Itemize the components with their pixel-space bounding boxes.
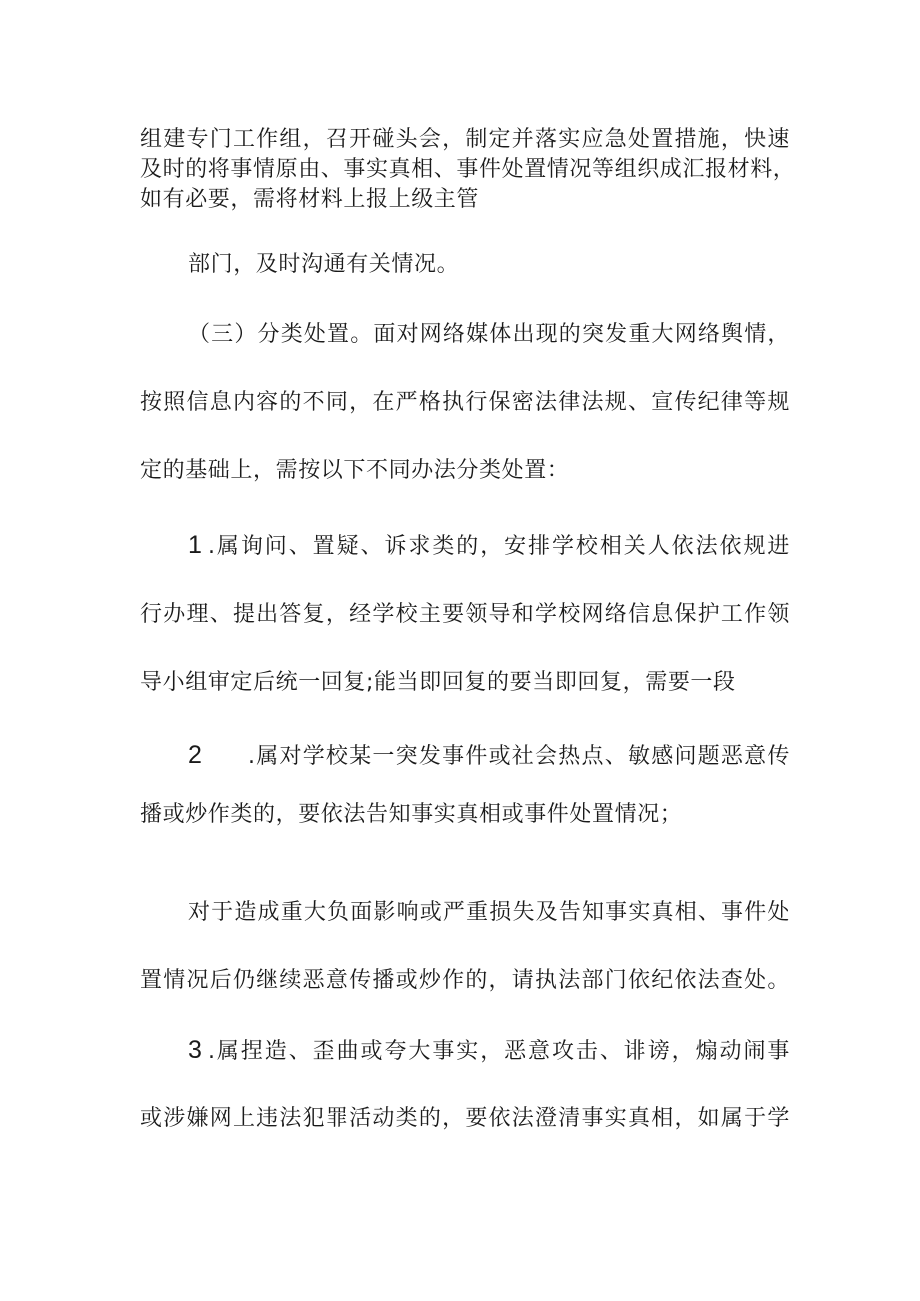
item-2-line-2: 播或炒作类的，要依法告知事实真相或事件处置情况； bbox=[140, 802, 683, 827]
item-1-line-1 bbox=[188, 531, 790, 561]
item-1-text: .属询问、置疑、诉求类的，安排学校相关人依法依规进 bbox=[208, 534, 790, 559]
item-1-line-3: 导小组审定后统一回复;能当即回复的要当即回复，需要一段 bbox=[140, 670, 736, 695]
item-2-text: .属对学校某一突发事件或社会热点、敏感问题恶意传 bbox=[248, 744, 790, 769]
paragraph-4-line-2: 置情况后仍继续恶意传播或炒作的，请执法部门依纪依法查处。 bbox=[140, 968, 790, 993]
paragraph-3-line-1: （三）分类处置。面对网络媒体出现的突发重大网络舆情， bbox=[188, 322, 790, 347]
item-1-line-2: 行办理、提出答复，经学校主要领导和学校网络信息保护工作领 bbox=[140, 602, 790, 627]
item-2-number: 2 bbox=[188, 741, 203, 769]
item-3-line-2: 或涉嫌网上违法犯罪活动类的，要依法澄清事实真相，如属于学 bbox=[140, 1106, 790, 1131]
paragraph-4-line-1: 对于造成重大负面影响或严重损失及告知事实真相、事件处 bbox=[188, 900, 790, 925]
paragraph-1-line-1: 组建专门工作组，召开碰头会，制定并落实应急处置措施，快速 bbox=[140, 127, 790, 152]
paragraph-3-line-3: 定的基础上，需按以下不同办法分类处置： bbox=[140, 458, 570, 483]
paragraph-2: 部门，及时沟通有关情况。 bbox=[188, 252, 460, 277]
item-3-line-1 bbox=[188, 1036, 790, 1066]
paragraph-1-line-2: 及时的将事情原由、事实真相、事件处置情况等组织成汇报材料， bbox=[140, 157, 796, 182]
item-3-text: .属捏造、歪曲或夸大事实，恶意攻击、诽谤，煽动闹事 bbox=[208, 1039, 790, 1064]
item-2-line-1 bbox=[188, 741, 790, 771]
item-1-number: 1 bbox=[188, 531, 203, 559]
item-3-number: 3 bbox=[188, 1036, 203, 1064]
paragraph-3-line-2: 按照信息内容的不同，在严格执行保密法律法规、宣传纪律等规 bbox=[140, 390, 790, 415]
paragraph-1-line-3: 如有必要，需将材料上报上级主管 bbox=[140, 187, 480, 212]
